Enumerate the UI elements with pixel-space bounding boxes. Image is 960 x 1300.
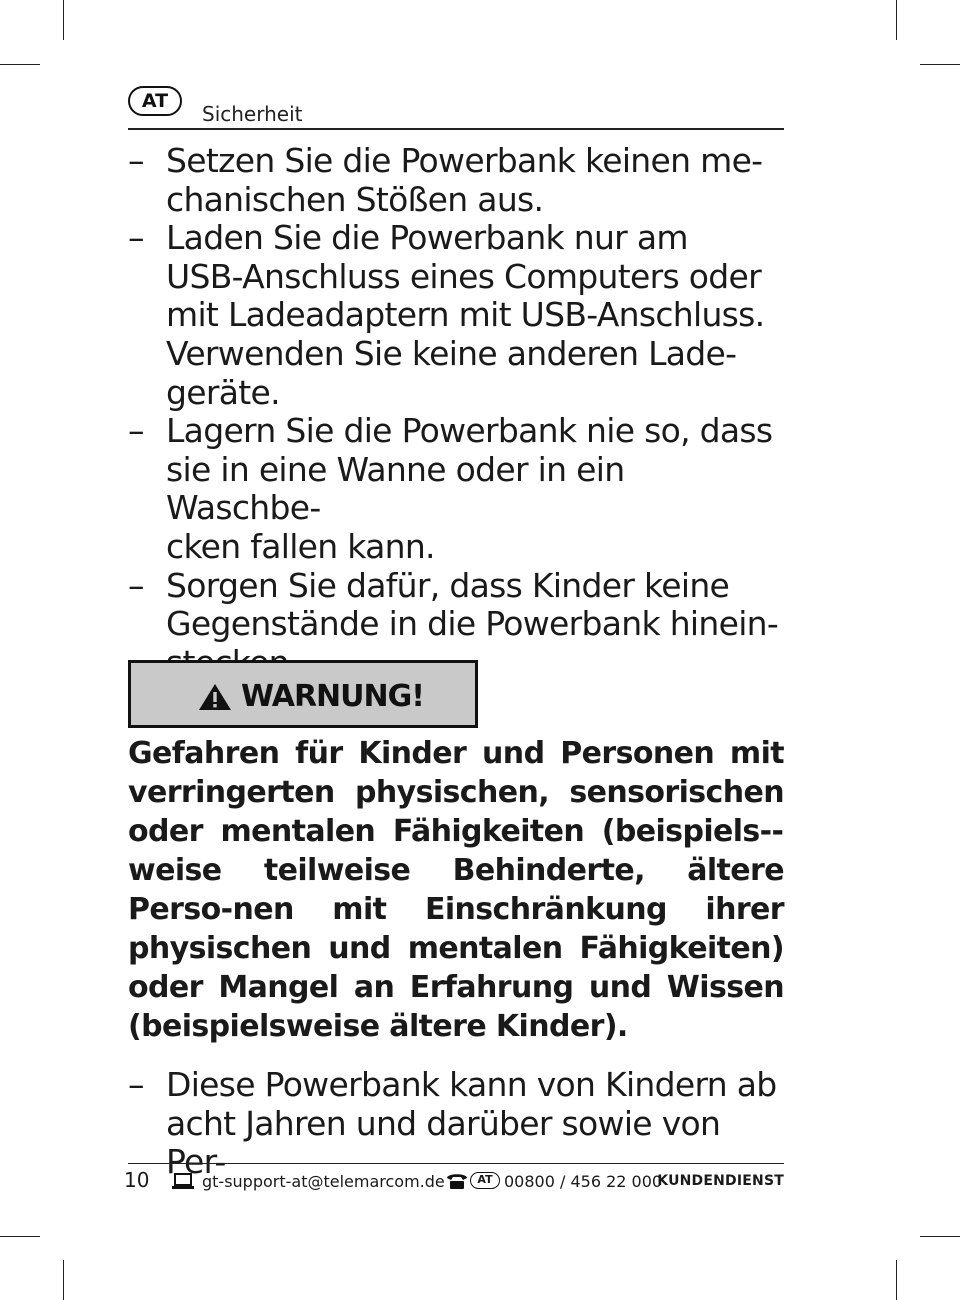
list-item-text: Diese Powerbank kann von Kindern ab acht Jahren und darüber sowie von Per-	[166, 1065, 777, 1182]
safety-list	[128, 142, 784, 682]
crop-mark	[896, 1260, 897, 1300]
crop-mark	[0, 1236, 40, 1237]
page-header	[128, 86, 784, 130]
list-item-text: Lagern Sie die Powerbank nie so, dass sie in eine Wanne oder in ein Waschbe- cken fallen kann.	[166, 411, 773, 566]
list-item	[128, 412, 784, 566]
dash-bullet: –	[128, 411, 144, 451]
page-footer	[124, 1163, 784, 1196]
laptop-icon	[172, 1173, 194, 1190]
list-item	[128, 219, 784, 412]
page-number: 10	[124, 1168, 150, 1192]
section-title: Sicherheit	[202, 102, 303, 126]
country-badge: AT	[128, 86, 182, 116]
country-badge-small: AT	[470, 1172, 500, 1189]
crop-mark	[63, 0, 64, 40]
crop-mark	[896, 0, 897, 40]
warning-text: Gefahren für Kinder und Personen mit verringerten physischen, sensorischen oder mentalen Fähigkeiten (beispiels-weise teilweise Behinderte, ältere Perso-nen mit Einschränkung ihrer physischen und mentalen Fähigkeiten) oder Mangel an Erfahrung und Wissen (beispielsweise ältere Kinder).	[128, 736, 784, 1044]
telephone-icon	[446, 1172, 468, 1190]
dash-bullet: –	[128, 218, 144, 258]
crop-mark	[63, 1260, 64, 1300]
service-label: KUNDENDIENST	[657, 1173, 784, 1189]
warning-label: WARNUNG!	[241, 679, 424, 714]
crop-mark	[920, 1236, 960, 1237]
crop-mark	[920, 64, 960, 65]
list-item	[128, 142, 784, 219]
warning-box	[128, 660, 478, 728]
list-item-text: Sorgen Sie dafür, dass Kinder keine Gegenstände in die Powerbank hinein-	[166, 565, 779, 644]
dash-bullet: –	[128, 141, 144, 180]
list-item-text: Laden Sie die Powerbank nur am USB-Anschluss eines Computers oder mit Ladeadaptern mit USB-Anschluss. Verwenden Sie keine anderen Lade- geräte.	[166, 218, 765, 412]
support-phone: 00800 / 456 22 000	[504, 1172, 663, 1191]
dash-bullet: –	[128, 565, 144, 605]
warning-triangle-icon	[197, 682, 233, 712]
list-item-text: Setzen Sie die Powerbank keinen me- chanischen Stößen aus.	[166, 141, 763, 219]
support-email[interactable]: gt-support-at@telemarcom.de	[202, 1172, 445, 1191]
dash-bullet: –	[128, 1065, 144, 1104]
crop-mark	[0, 64, 40, 65]
